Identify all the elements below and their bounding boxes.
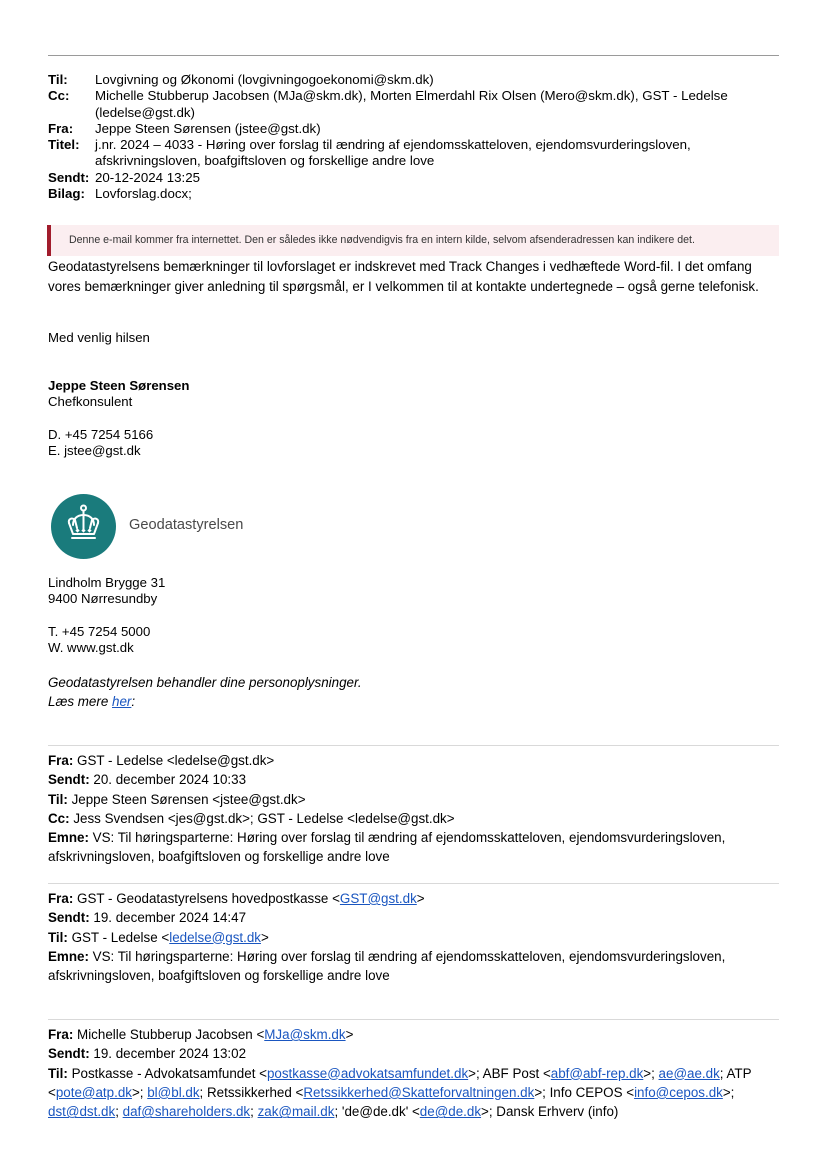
header-sent-label: Sendt: (48, 169, 90, 185)
header-sent-value: 20-12-2024 13:25 (95, 169, 200, 185)
closing-greeting: Med venlig hilsen (48, 330, 150, 345)
header-subject-label: Titel: (48, 137, 80, 153)
privacy-line: Geodatastyrelsen behandler dine personoplysninger. (48, 675, 362, 690)
header-attachment-label: Bilag: (48, 186, 85, 202)
fwd3-sent-value: 19. december 2024 13:02 (93, 1046, 247, 1062)
fwd1-subject-value: VS: Til høringsparterne: Høring over forslag til ændring af ejendomsskatteloven, ejendomsvurderingsloven, afskrivningsloven, boafgiftsloven og forskellige andre love (48, 830, 726, 865)
recipient-email-link[interactable]: abf@abf-rep.dk (550, 1065, 644, 1081)
header-cc-value: Michelle Stubberup Jacobsen (MJa@skm.dk), Morten Elmerdahl Rix Olsen (Mero@skm.dk), GST - Ledelse (ledelse@gst.dk) (95, 88, 728, 120)
fwd1-to-label: Til: (48, 791, 68, 807)
header-subject-value: j.nr. 2024 – 4033 - Høring over forslag til ændring af ejendomsskatteloven, ejendomsvurderingsloven, afskrivningsloven, boafgiftsloven og forskellige andre love (95, 137, 691, 169)
privacy-prefix: Læs mere (48, 694, 112, 709)
signature-name-block (48, 378, 189, 411)
header-attachment-value[interactable]: Lovforslag.docx; (95, 186, 192, 202)
fwd1-sent-label: Sendt: (48, 772, 90, 788)
logo-wordmark: Geodatastyrelsen (129, 517, 244, 533)
signature-name: Jeppe Steen Sørensen (48, 378, 190, 393)
fwd1-to-value: Jeppe Steen Sørensen <jstee@gst.dk> (71, 791, 306, 807)
recipient-email-link[interactable]: info@cepos.dk (634, 1084, 723, 1100)
crown-logo-icon (51, 494, 116, 559)
fwd1-sent-value: 20. december 2024 10:33 (93, 772, 247, 788)
header-to (48, 72, 778, 88)
fwd1-to (48, 790, 783, 809)
recipient-email-link[interactable]: daf@shareholders.dk (122, 1104, 251, 1120)
fwd2-from-prefix: GST - Geodatastyrelsens hovedpostkasse < (77, 891, 340, 906)
fwd2-from-suffix: > (416, 891, 425, 906)
fwd3-from (48, 1025, 783, 1044)
header-sent (48, 170, 778, 186)
fwd2-from (48, 889, 783, 908)
recipient-text: ; ATP < (48, 1065, 752, 1100)
recipient-text: >; Dansk Erhverv (info) (481, 1104, 619, 1120)
fwd1-subject (48, 828, 783, 867)
fwd2-to (48, 928, 783, 947)
recipient-email-link[interactable]: dst@dst.dk (48, 1104, 116, 1120)
address-line-1: Lindholm Brygge 31 (48, 575, 166, 590)
recipient-email-link[interactable]: de@de.dk (419, 1104, 482, 1120)
fwd2-subject (48, 947, 783, 986)
crown-icon (51, 494, 116, 559)
recipient-text: >; (643, 1065, 659, 1081)
recipient-text: ; (250, 1104, 258, 1120)
fwd3-to-label: Til: (48, 1065, 68, 1081)
email-header (48, 72, 778, 202)
recipient-text: ; (115, 1104, 123, 1120)
fwd2-to-link[interactable]: ledelse@gst.dk (169, 929, 261, 945)
fwd1-from-label: Fra: (48, 753, 74, 768)
external-email-warning-text: Denne e-mail kommer fra internettet. Den er således ikke nødvendigvis fra en intern kilde, selvom afsenderadressen kan indikere det. (69, 234, 695, 246)
signature-direct-phone: D. +45 7254 5166 (48, 427, 154, 442)
fwd3-from-label: Fra: (48, 1027, 74, 1042)
header-to-value: Lovgivning og Økonomi (lovgivningogoekonomi@skm.dk) (95, 72, 434, 87)
signature-title: Chefkonsulent (48, 394, 133, 410)
fwd3-to-recipients (48, 1066, 751, 1120)
header-from-label: Fra: (48, 120, 74, 136)
forwarded-message-2 (48, 889, 783, 985)
recipient-email-link[interactable]: postkasse@advokatsamfundet.dk (266, 1065, 469, 1081)
signature-web: W. www.gst.dk (48, 640, 134, 656)
privacy-notice (48, 673, 362, 711)
external-email-warning-banner (47, 225, 779, 256)
header-to-label: Til: (48, 72, 68, 87)
forward-divider-2 (48, 883, 779, 884)
privacy-suffix: : (131, 694, 136, 709)
fwd3-from-link[interactable]: MJa@skm.dk (264, 1027, 346, 1042)
header-from-value: Jeppe Steen Sørensen (jstee@gst.dk) (95, 120, 321, 136)
fwd1-sent (48, 770, 783, 789)
recipient-text: >; Info CEPOS < (534, 1084, 635, 1100)
fwd3-from-suffix: > (345, 1027, 354, 1042)
signature-phone: T. +45 7254 5000 (48, 624, 151, 639)
fwd2-to-suffix: > (260, 929, 269, 945)
forwarded-message-3 (48, 1025, 783, 1121)
fwd2-subject-value: VS: Til høringsparterne: Høring over forslag til ændring af ejendomsskatteloven, ejendomsvurderingsloven, afskrivningsloven, boafgiftsloven og forskellige andre love (48, 948, 726, 984)
signature-phone-web (48, 624, 150, 657)
forward-divider-1 (48, 745, 779, 746)
recipient-email-link[interactable]: bl@bl.dk (147, 1084, 200, 1100)
header-subject (48, 137, 778, 170)
fwd1-cc-label: Cc: (48, 810, 70, 826)
forward-divider-3 (48, 1019, 779, 1020)
header-cc (48, 88, 778, 121)
recipient-text: >; (131, 1084, 148, 1100)
recipient-text: ; 'de@de.dk' < (334, 1104, 420, 1120)
forwarded-message-1 (48, 751, 783, 867)
fwd3-from-prefix: Michelle Stubberup Jacobsen < (77, 1027, 265, 1042)
recipient-text: Postkasse - Advokatsamfundet < (71, 1065, 267, 1081)
privacy-read-more (48, 692, 362, 711)
recipient-email-link[interactable]: ae@ae.dk (658, 1065, 720, 1081)
fwd1-from-value: GST - Ledelse <ledelse@gst.dk> (77, 753, 275, 768)
privacy-link[interactable]: her (112, 694, 132, 709)
signature-contact (48, 427, 153, 460)
fwd3-sent-label: Sendt: (48, 1046, 90, 1062)
address-line-2: 9400 Nørresundby (48, 591, 158, 607)
fwd2-sent-label: Sendt: (48, 910, 90, 926)
recipient-email-link[interactable]: pote@atp.dk (55, 1084, 132, 1100)
fwd2-from-label: Fra: (48, 891, 74, 906)
fwd1-cc (48, 809, 783, 828)
header-cc-label: Cc: (48, 88, 70, 104)
fwd2-sent-value: 19. december 2024 14:47 (93, 910, 247, 926)
fwd1-cc-value: Jess Svendsen <jes@gst.dk>; GST - Ledelse <ledelse@gst.dk> (73, 810, 455, 826)
recipient-text: >; (722, 1084, 735, 1100)
top-divider (48, 55, 779, 56)
fwd2-subject-label: Emne: (48, 948, 89, 964)
recipient-text: >; ABF Post < (468, 1065, 551, 1081)
fwd1-from (48, 751, 783, 770)
fwd3-sent (48, 1044, 783, 1063)
fwd2-to-label: Til: (48, 929, 68, 945)
fwd3-to (48, 1064, 783, 1122)
signature-address (48, 575, 165, 608)
recipient-email-link[interactable]: zak@mail.dk (257, 1104, 335, 1120)
recipient-email-link[interactable]: Retssikkerhed@Skatteforvaltningen.dk (303, 1084, 535, 1100)
message-body: Geodatastyrelsens bemærkninger til lovforslaget er indskrevet med Track Changes i vedhæftede Word-fil. I det omfang vores bemærkninger giver anledning til spørgsmål, er I velkommen til at kontakte undertegnede – også gerne telefonisk. (48, 259, 759, 294)
header-from (48, 121, 778, 137)
fwd2-from-link[interactable]: GST@gst.dk (339, 891, 417, 906)
fwd2-to-prefix: GST - Ledelse < (71, 929, 170, 945)
fwd1-subject-label: Emne: (48, 830, 89, 846)
header-attachment (48, 186, 778, 202)
recipient-text: ; Retssikkerhed < (199, 1084, 304, 1100)
fwd2-sent (48, 908, 783, 927)
signature-email: E. jstee@gst.dk (48, 443, 141, 459)
